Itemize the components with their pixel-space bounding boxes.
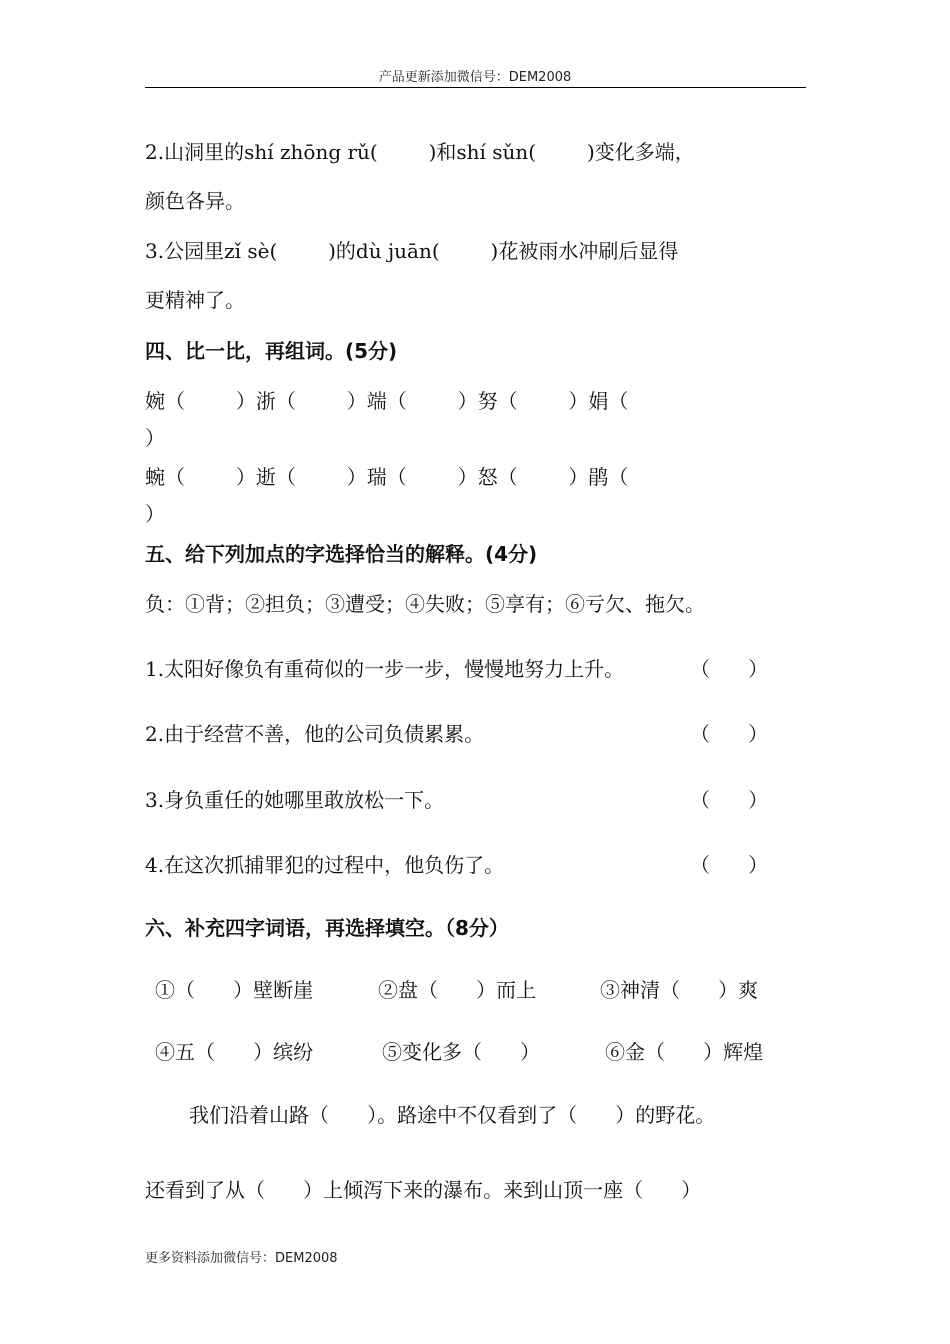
question-3-2-line2: 颜色各异。 bbox=[145, 189, 245, 213]
idiom-4: ④五（ ）缤纷 bbox=[155, 1040, 314, 1064]
idiom-2: ②盘（ ）而上 bbox=[378, 978, 537, 1002]
section-5-title: 五、给下列加点的字选择恰当的解释。(4分) bbox=[145, 542, 538, 566]
answer-paren-4: （ ） bbox=[690, 853, 769, 877]
fill-paragraph-line1: 我们沿着山路（ ）。路途中不仅看到了（ ）的野花。 bbox=[189, 1103, 716, 1127]
section-5-item-4: 4.在这次抓捕罪犯的过程中，他负伤了。 bbox=[145, 853, 505, 877]
question-3-3-line1: 3.公园里zǐ sè( )的dù juān( )花被雨水冲刷后显得 bbox=[145, 239, 679, 263]
fill-paragraph-line2: 还看到了从（ ）上倾泻下来的瀑布。来到山顶一座（ ） bbox=[145, 1178, 702, 1202]
section-5-definitions: 负：①背；②担负；③遭受；④失败；⑤享有；⑥亏欠、拖欠。 bbox=[145, 592, 705, 616]
section-4-title: 四、比一比，再组词。(5分) bbox=[145, 339, 398, 363]
section-4-row2-close: ） bbox=[145, 502, 165, 526]
section-4-row1: 婉（ ）浙（ ）端（ ）努（ ）娟（ bbox=[145, 389, 629, 413]
question-3-3-line2: 更精神了。 bbox=[145, 288, 245, 312]
page-header: 产品更新添加微信号：DEM2008 bbox=[378, 70, 572, 85]
page-footer: 更多资料添加微信号：DEM2008 bbox=[145, 1251, 338, 1266]
idiom-6: ⑥金（ ）辉煌 bbox=[605, 1040, 764, 1064]
idiom-1: ①（ ）壁断崖 bbox=[155, 978, 314, 1002]
idiom-3: ③神清（ ）爽 bbox=[600, 978, 759, 1002]
header-divider bbox=[145, 87, 806, 88]
answer-paren-1: （ ） bbox=[690, 657, 769, 681]
answer-paren-3: （ ） bbox=[690, 788, 769, 812]
section-5-item-2: 2.由于经营不善，他的公司负债累累。 bbox=[145, 722, 485, 746]
section-5-item-3: 3.身负重任的她哪里敢放松一下。 bbox=[145, 788, 445, 812]
idiom-5: ⑤变化多（ ） bbox=[382, 1040, 541, 1064]
section-6-title: 六、补充四字词语，再选择填空。（8分） bbox=[145, 916, 509, 940]
answer-paren-2: （ ） bbox=[690, 722, 769, 746]
question-3-2-line1: 2.山洞里的shí zhōng rǔ( )和shí sǔn( )变化多端， bbox=[145, 140, 695, 164]
section-4-row2: 蜿（ ）逝（ ）瑞（ ）怒（ ）鹃（ bbox=[145, 465, 629, 489]
section-4-row1-close: ） bbox=[145, 426, 165, 450]
section-5-item-1: 1.太阳好像负有重荷似的一步一步，慢慢地努力上升。 bbox=[145, 657, 625, 681]
